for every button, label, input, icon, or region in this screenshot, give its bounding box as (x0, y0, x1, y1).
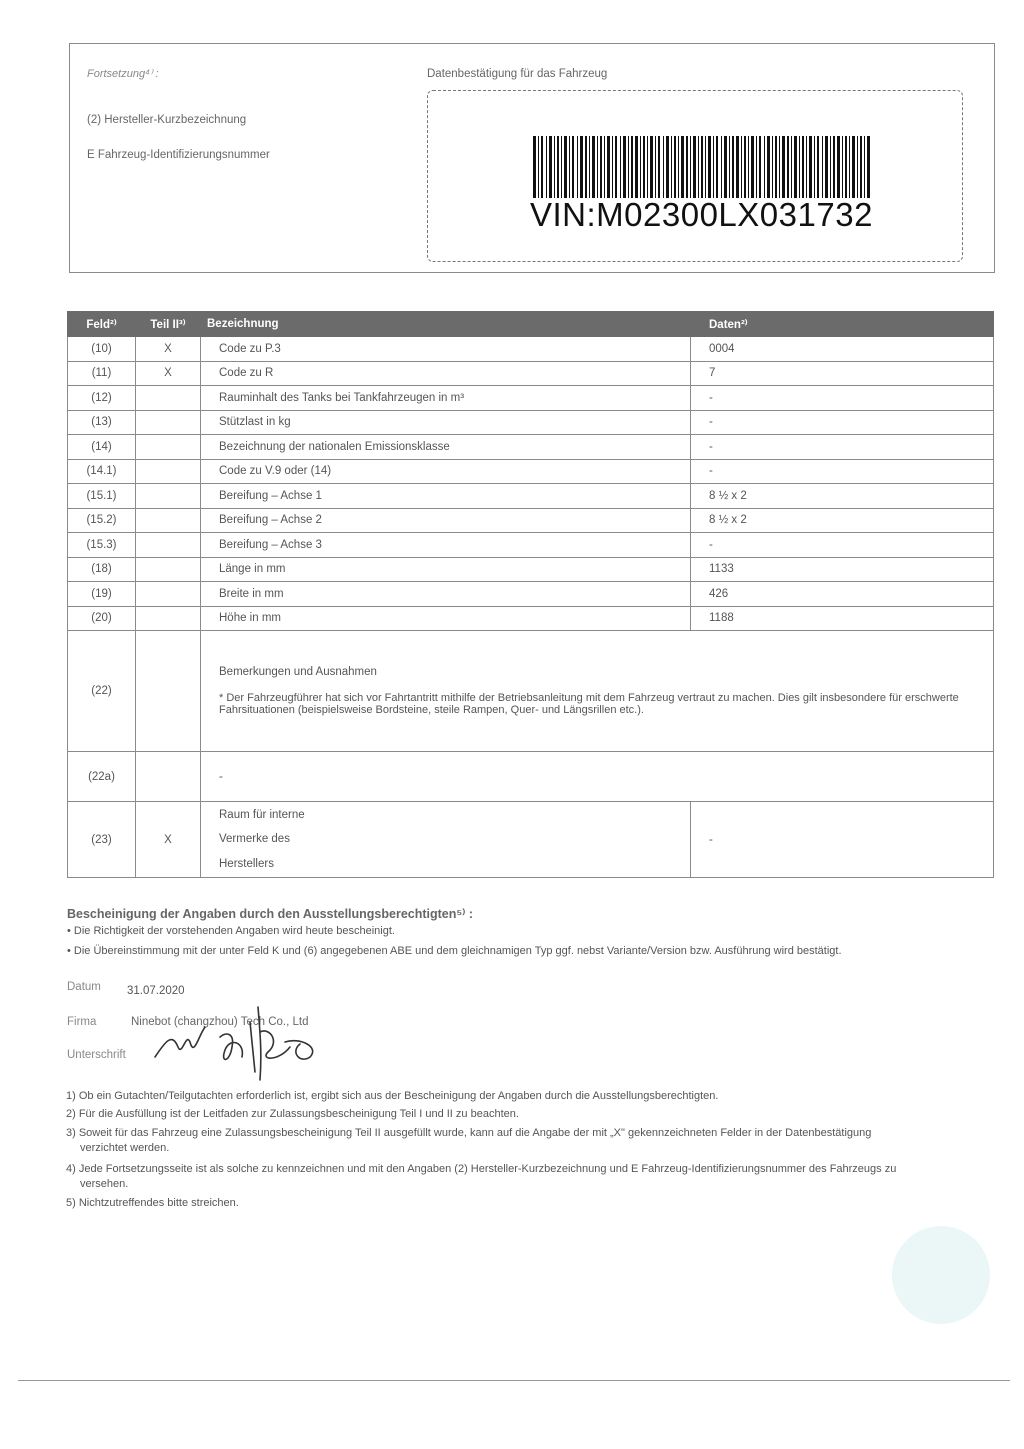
remarks-text: * Der Fahrzeugführer hat sich vor Fahrtantritt mithilfe der Betriebsanleitung mit dem Fahrzeug vertraut zu machen. Dies gilt insbesondere für erschwerte Fahrsituationen (beispielsweise Bordsteine, steile Rampen, Quer- und Längsrillen etc.). (219, 691, 959, 716)
cell-teil: X (136, 802, 201, 878)
table-row (68, 386, 994, 411)
cell-daten: 7 (691, 361, 994, 386)
cell-feld: (22) (68, 631, 136, 752)
footnote: 1) Ob ein Gutachten/Teilgutachten erforderlich ist, ergibt sich aus der Bescheinigung der Angaben durch die Ausstellungsberechtigten. (66, 1090, 719, 1102)
cell-daten: - (691, 533, 994, 558)
certification-item: • Die Übereinstimmung mit der unter Feld K und (6) angegebenen ABE und dem gleichnamigen Typ ggf. nebst Variante/Version bzw. Ausführung wird bestätigt. (67, 945, 842, 957)
cell-teil (136, 508, 201, 533)
continuation-label: Fortsetzung⁴⁾ : (87, 68, 159, 80)
table-row (68, 533, 994, 558)
certification-item: • Die Richtigkeit der vorstehenden Angaben wird heute bescheinigt. (67, 925, 395, 937)
cell-daten: - (691, 410, 994, 435)
cell-feld: (11) (68, 361, 136, 386)
cell-daten: 1188 (691, 606, 994, 631)
cell-teil (136, 459, 201, 484)
cell-bezeichnung: Breite in mm (201, 582, 691, 607)
table-row-internal (68, 802, 994, 878)
table-row (68, 484, 994, 509)
date-value: 31.07.2020 (127, 985, 185, 997)
table-row (68, 435, 994, 460)
footnote: 3) Soweit für das Fahrzeug eine Zulassungsbescheinigung Teil II ausgefüllt wurde, kann auf die Angabe der mit „X" gekennzeichneten Felder in der Datenbestätigung (66, 1127, 872, 1139)
cell-daten: - (691, 435, 994, 460)
footnote: versehen. (80, 1178, 129, 1190)
cell-bezeichnung: Code zu P.3 (201, 337, 691, 362)
internal-label-line: Raum für interne (219, 808, 305, 821)
cell-internal-label (201, 802, 691, 878)
cell-bezeichnung: Code zu R (201, 361, 691, 386)
cell-teil (136, 606, 201, 631)
cell-teil (136, 557, 201, 582)
cell-feld: (19) (68, 582, 136, 607)
footnote: 5) Nichtzutreffendes bitte streichen. (66, 1197, 239, 1209)
cell-value: - (201, 752, 994, 802)
cell-bezeichnung: Code zu V.9 oder (14) (201, 459, 691, 484)
cell-feld: (13) (68, 410, 136, 435)
company-value: Ninebot (changzhou) Tech Co., Ltd (131, 1016, 309, 1028)
cell-teil (136, 386, 201, 411)
cell-feld: (15.2) (68, 508, 136, 533)
cell-daten: 1133 (691, 557, 994, 582)
cell-bezeichnung: Bereifung – Achse 2 (201, 508, 691, 533)
col-header-feld: Feld²⁾ (68, 312, 136, 337)
footnote: 2) Für die Ausfüllung ist der Leitfaden zur Zulassungsbescheinigung Teil I und II zu beachten. (66, 1108, 519, 1120)
cell-daten: - (691, 459, 994, 484)
vehicle-id-label: E Fahrzeug-Identifizierungsnummer (87, 149, 270, 161)
cell-feld: (14.1) (68, 459, 136, 484)
table-row (68, 557, 994, 582)
internal-label-line: Vermerke des (219, 833, 290, 846)
cell-feld: (20) (68, 606, 136, 631)
cell-teil (136, 435, 201, 460)
cell-teil (136, 582, 201, 607)
cell-bezeichnung: Bereifung – Achse 3 (201, 533, 691, 558)
divider (18, 1380, 1010, 1381)
cell-bezeichnung: Bezeichnung der nationalen Emissionsklasse (201, 435, 691, 460)
date-label: Datum (67, 981, 101, 993)
table-header-row (68, 312, 994, 337)
manufacturer-short-label: (2) Hersteller-Kurzbezeichnung (87, 114, 247, 126)
signature-label: Unterschrift (67, 1049, 126, 1061)
cell-feld: (18) (68, 557, 136, 582)
remarks-title: Bemerkungen und Ausnahmen (219, 665, 377, 678)
cell-daten: 426 (691, 582, 994, 607)
data-confirmation-label: Datenbestätigung für das Fahrzeug (427, 68, 608, 80)
cell-teil: X (136, 361, 201, 386)
barcode-image (533, 136, 873, 198)
cell-feld: (15.3) (68, 533, 136, 558)
internal-label-line: Herstellers (219, 857, 274, 870)
cell-daten: - (691, 386, 994, 411)
cell-teil: X (136, 337, 201, 362)
table-row (68, 582, 994, 607)
cell-teil (136, 752, 201, 802)
cell-daten: 8 ½ x 2 (691, 508, 994, 533)
col-header-teil: Teil II³⁾ (136, 312, 201, 337)
table-row (68, 337, 994, 362)
cell-remarks (201, 631, 994, 752)
cell-daten: - (691, 802, 994, 878)
data-table (67, 311, 994, 878)
cell-feld: (10) (68, 337, 136, 362)
table-row-remarks (68, 631, 994, 752)
cell-bezeichnung: Höhe in mm (201, 606, 691, 631)
company-label: Firma (67, 1016, 97, 1028)
cell-teil (136, 533, 201, 558)
table-row (68, 508, 994, 533)
cell-bezeichnung: Bereifung – Achse 1 (201, 484, 691, 509)
table-row (68, 459, 994, 484)
cell-daten: 8 ½ x 2 (691, 484, 994, 509)
cell-feld: (23) (68, 802, 136, 878)
cell-feld: (22a) (68, 752, 136, 802)
footnote: 4) Jede Fortsetzungsseite ist als solche zu kennzeichnen und mit den Angaben (2) Hersteller-Kurzbezeichnung und E Fahrzeug-Identifizierungsnummer des Fahrzeugs zu (66, 1163, 897, 1175)
cell-feld: (15.1) (68, 484, 136, 509)
signature-image (150, 1002, 330, 1082)
table-row (68, 361, 994, 386)
certification-title: Bescheinigung der Angaben durch den Ausstellungsberechtigten⁵⁾ : (67, 907, 473, 921)
stamp-image (892, 1226, 990, 1324)
table-row (68, 606, 994, 631)
col-header-bezeichnung: Bezeichnung (201, 312, 691, 337)
cell-daten: 0004 (691, 337, 994, 362)
footnote: verzichtet werden. (80, 1142, 170, 1154)
cell-feld: (12) (68, 386, 136, 411)
table-row (68, 410, 994, 435)
col-header-daten: Daten²⁾ (691, 312, 994, 337)
vin-number: VIN:M02300LX031732 (530, 196, 873, 233)
cell-bezeichnung: Länge in mm (201, 557, 691, 582)
cell-teil (136, 410, 201, 435)
cell-teil (136, 484, 201, 509)
cell-bezeichnung: Stützlast in kg (201, 410, 691, 435)
cell-teil (136, 631, 201, 752)
cell-feld: (14) (68, 435, 136, 460)
cell-bezeichnung: Rauminhalt des Tanks bei Tankfahrzeugen in m³ (201, 386, 691, 411)
table-row (68, 752, 994, 802)
